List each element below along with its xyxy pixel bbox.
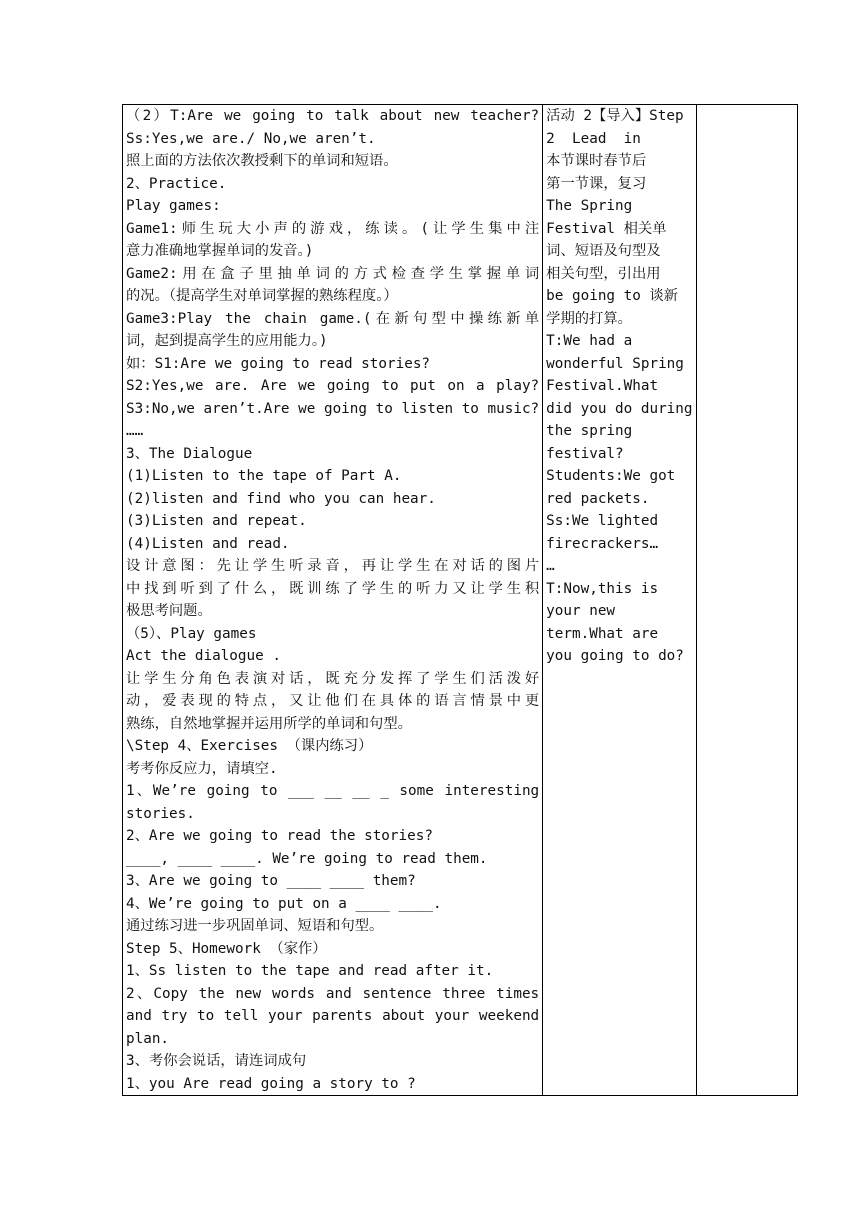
text-line: (1)Listen to the tape of Part A.: [126, 468, 402, 484]
side-text-line: the spring: [546, 423, 633, 439]
text-line: 让学生分角色表演对话，既充分发挥了学生们活泼好: [126, 670, 540, 687]
text-line: 熟练，自然地掌握并运用所学的单词和句型。: [126, 715, 412, 732]
side-text-line: firecrackers…: [546, 535, 659, 552]
text-line: 2、Copy the new words and sentence three times: [126, 985, 540, 1002]
text-line: Game2:用在盒子里抽单词的方式检查学生掌握单词: [126, 265, 540, 282]
text-line: 的况。（提高学生对单词掌握的熟练程度。）: [126, 288, 398, 304]
text-line: Ss:Yes,we are./ No,we aren’t.: [126, 130, 376, 147]
side-text-line: 第一节课，复习: [546, 175, 647, 192]
text-line: 1、you Are read going a story to ?: [126, 1075, 416, 1092]
text-line: 设计意图：先让学生听录音，再让学生在对话的图片: [126, 558, 540, 574]
side-text-line: …: [546, 558, 555, 574]
text-line: 中找到听到了什么，既训练了学生的听力又让学生积: [126, 580, 540, 597]
text-line: 通过练习进一步巩固单词、短语和句型。: [126, 918, 384, 934]
side-text-line: red packets.: [546, 490, 650, 507]
lesson-table: [122, 104, 798, 1096]
text-line: Step 5、Homework （家作）: [126, 940, 327, 957]
text-line: 动，爱表现的特点，又让他们在具体的语言情景中更: [126, 693, 540, 709]
text-line: 极思考问题。: [126, 603, 212, 619]
text-line: 3、Are we going to ____ ____ them?: [126, 873, 416, 889]
text-line: 3、The Dialogue: [126, 445, 253, 462]
side-text-line: wonderful Spring: [546, 355, 684, 372]
side-text-line: 2 Lead in: [546, 130, 641, 147]
text-line: 1、We’re going to ___ __ __ _ some interesting: [126, 783, 540, 799]
text-line: \Step 4、Exercises （课内练习）: [126, 738, 373, 754]
side-text-line: you going to do?: [546, 648, 684, 664]
side-text-line: Festival 相关单: [546, 220, 667, 237]
text-line: Game3:Play the chain game.(在新句型中操练新单: [126, 310, 540, 327]
text-line: and try to tell your parents about your weekend: [126, 1008, 540, 1024]
text-line: Act the dialogue .: [126, 648, 281, 664]
text-line: ……: [126, 423, 144, 439]
side-text-line: 本节课时春节后: [546, 153, 647, 169]
text-line: 考考你反应力，请填空.: [126, 760, 278, 777]
text-line: (4)Listen and read.: [126, 535, 290, 552]
text-line: （2）T:Are we going to talk about new teacher?: [126, 108, 540, 124]
text-line: S3:No,we aren’t.Are we going to listen to music?: [126, 400, 540, 417]
text-line: 3、考你会说话，请连词成句: [126, 1053, 307, 1069]
text-line: stories.: [126, 805, 195, 822]
text-line: (3)Listen and repeat.: [126, 513, 307, 529]
blank-cell: [696, 105, 797, 1096]
side-text-line: festival?: [546, 445, 624, 462]
text-line: S2:Yes,we are. Are we going to put on a play?: [126, 378, 540, 394]
side-text-line: did you do during: [546, 400, 693, 417]
side-text-line: your new: [546, 603, 616, 619]
side-text-line: 词、短语及句型及: [546, 243, 661, 259]
text-line: plan.: [126, 1030, 170, 1047]
side-text-line: Ss:We lighted: [546, 513, 659, 529]
table-row: [123, 105, 798, 1096]
side-text-line: 活动 2【导入】Step: [546, 108, 684, 124]
side-text-line: term.What are: [546, 625, 659, 642]
side-text-line: Festival.What: [546, 378, 659, 394]
text-line: 2、Are we going to read the stories?: [126, 828, 433, 844]
text-line: 4、We’re going to put on a ____ ____.: [126, 895, 442, 912]
side-text-line: T:We had a: [546, 333, 633, 349]
side-text-line: 相关句型，引出用: [546, 265, 661, 282]
side-text-line: be going to 谈新: [546, 288, 679, 304]
text-line: 意力准确地掌握单词的发音。): [126, 243, 314, 259]
text-line: 词，起到提高学生的应用能力。): [126, 333, 328, 349]
text-line: Play games:: [126, 198, 221, 214]
side-text-line: Students:We got: [546, 468, 676, 484]
text-line: 照上面的方法依次教授剩下的单词和短语。: [126, 153, 398, 169]
text-line: 1、Ss listen to the tape and read after it.: [126, 963, 494, 979]
text-line: Game1:师生玩大小声的游戏，练读。(让学生集中注: [126, 220, 540, 237]
text-line: （5）、Play games: [126, 625, 257, 642]
text-line: 2、Practice.: [126, 175, 227, 192]
text-line: ____, ____ ____. We’re going to read them.: [126, 850, 488, 867]
activity-notes-cell: [543, 105, 696, 1096]
text-line: 如：S1:Are we going to read stories?: [126, 355, 431, 372]
teaching-steps-cell: [123, 105, 543, 1096]
text-line: (2)listen and find who you can hear.: [126, 490, 436, 507]
side-text-line: T:Now,this is: [546, 580, 659, 597]
side-text-line: 学期的打算。: [546, 310, 632, 327]
side-text-line: The Spring: [546, 198, 633, 214]
